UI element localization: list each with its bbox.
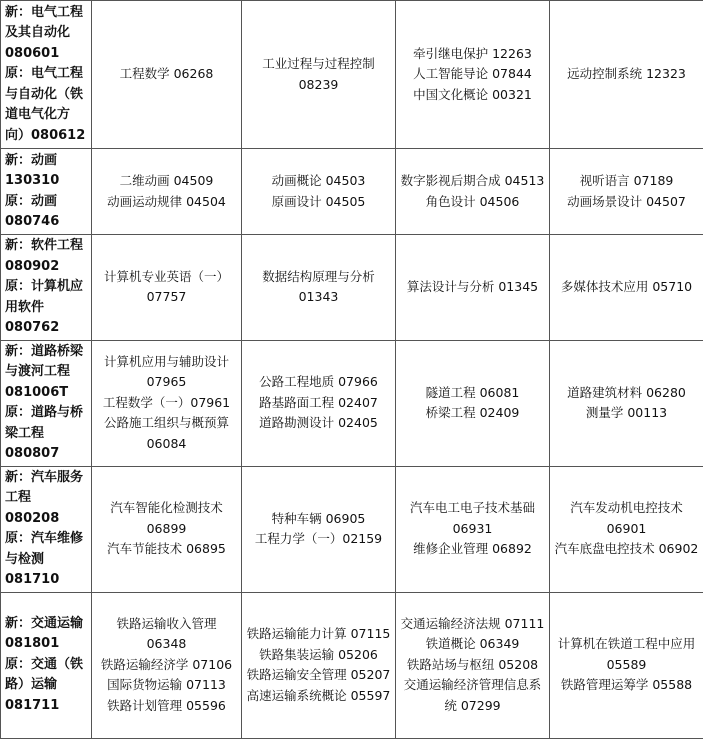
major-cell (1, 466, 92, 592)
major-new-label: 新：汽车服务工程 080208 (5, 468, 88, 530)
major-new-label: 新：动画130310 (5, 151, 88, 192)
course-entry: 算法设计与分析 01345 (399, 277, 546, 298)
course-entry: 计算机在铁道工程中应用 05589 (553, 634, 700, 675)
major-old-label: 原：电气工程与自动化（铁道电气化方向）080612 (5, 64, 88, 146)
course-entry: 汽车底盘电控技术 06902 (553, 539, 700, 560)
course-entry: 视听语言 07189 (553, 171, 700, 192)
course-entry: 工程数学 06268 (95, 64, 238, 85)
course-entry: 铁路管理运筹学 05588 (553, 675, 700, 696)
major-new-label: 新：交通运输081801 (5, 614, 88, 655)
table-row (1, 235, 703, 341)
table-row (1, 149, 703, 235)
course-cell (550, 592, 703, 738)
course-cell (92, 592, 242, 738)
course-entry: 铁路运输收入管理 06348 (95, 614, 238, 655)
course-entry: 远动控制系统 12323 (553, 64, 700, 85)
course-cell (550, 149, 703, 235)
course-entry: 汽车节能技术 06895 (95, 539, 238, 560)
major-old-label: 原：道路与桥梁工程080807 (5, 403, 88, 465)
major-old-label: 原：交通（铁路）运输081711 (5, 655, 88, 717)
course-entry: 公路施工组织与概预算 06084 (95, 413, 238, 454)
table-row (1, 592, 703, 738)
major-cell (1, 149, 92, 235)
course-entry: 中国文化概论 00321 (399, 85, 546, 106)
course-entry: 多媒体技术应用 05710 (553, 277, 700, 298)
course-entry: 铁路运输能力计算 07115 (245, 624, 392, 645)
course-entry: 铁路站场与枢纽 05208 (399, 655, 546, 676)
course-cell (396, 340, 550, 466)
course-entry: 隧道工程 06081 (399, 383, 546, 404)
course-cell (550, 1, 703, 149)
course-entry: 动画概论 04503 (245, 171, 392, 192)
course-entry: 二维动画 04509 (95, 171, 238, 192)
course-entry: 道路建筑材料 06280 (553, 383, 700, 404)
course-entry: 公路工程地质 07966 (245, 372, 392, 393)
major-cell (1, 235, 92, 341)
major-cell (1, 592, 92, 738)
major-old-label: 原：汽车维修与检测081710 (5, 529, 88, 591)
course-cell (396, 235, 550, 341)
major-new-label: 新：电气工程及其自动化080601 (5, 3, 88, 65)
course-cell (396, 1, 550, 149)
course-entry: 汽车智能化检测技术 06899 (95, 498, 238, 539)
course-entry: 工程数学（一）07961 (95, 393, 238, 414)
course-entry: 铁路运输经济学 07106 (95, 655, 238, 676)
course-entry: 计算机应用与辅助设计 07965 (95, 352, 238, 393)
course-cell (242, 1, 396, 149)
course-entry: 高速运输系统概论 05597 (245, 686, 392, 707)
course-entry: 铁道概论 06349 (399, 634, 546, 655)
course-cell (92, 1, 242, 149)
course-entry: 铁路计划管理 05596 (95, 696, 238, 717)
major-cell (1, 340, 92, 466)
course-entry: 特种车辆 06905 (245, 509, 392, 530)
course-entry: 国际货物运输 07113 (95, 675, 238, 696)
course-entry: 交通运输经济管理信息系统 07299 (399, 675, 546, 716)
course-entry: 数据结构原理与分析 01343 (245, 267, 392, 308)
course-entry: 汽车发动机电控技术 06901 (553, 498, 700, 539)
course-entry: 维修企业管理 06892 (399, 539, 546, 560)
table-row (1, 1, 703, 149)
course-cell (242, 235, 396, 341)
course-cell (242, 340, 396, 466)
course-entry: 工业过程与过程控制 08239 (245, 54, 392, 95)
course-entry: 铁路运输安全管理 05207 (245, 665, 392, 686)
major-cell (1, 1, 92, 149)
course-entry: 测量学 00113 (553, 403, 700, 424)
course-entry: 人工智能导论 07844 (399, 64, 546, 85)
course-cell (396, 592, 550, 738)
course-cell (92, 340, 242, 466)
course-cell (242, 149, 396, 235)
table-row (1, 466, 703, 592)
course-entry: 角色设计 04506 (399, 192, 546, 213)
course-entry: 铁路集装运输 05206 (245, 645, 392, 666)
course-entry: 牵引继电保护 12263 (399, 44, 546, 65)
major-new-label: 新：软件工程080902 (5, 236, 88, 277)
course-entry: 动画运动规律 04504 (95, 192, 238, 213)
course-cell (92, 149, 242, 235)
course-entry: 交通运输经济法规 07111 (399, 614, 546, 635)
course-cell (92, 466, 242, 592)
course-cell (242, 592, 396, 738)
course-entry: 动画场景设计 04507 (553, 192, 700, 213)
course-entry: 原画设计 04505 (245, 192, 392, 213)
course-cell (396, 466, 550, 592)
course-entry: 计算机专业英语（一）07757 (95, 267, 238, 308)
course-cell (550, 340, 703, 466)
course-entry: 道路勘测设计 02405 (245, 413, 392, 434)
course-cell (550, 235, 703, 341)
course-cell (242, 466, 396, 592)
course-entry: 数字影视后期合成 04513 (399, 171, 546, 192)
major-new-label: 新：道路桥梁与渡河工程081006T (5, 342, 88, 404)
major-old-label: 原：动画080746 (5, 192, 88, 233)
table-row (1, 340, 703, 466)
course-entry: 工程力学（一）02159 (245, 529, 392, 550)
course-cell (92, 235, 242, 341)
course-entry: 汽车电工电子技术基础 06931 (399, 498, 546, 539)
course-entry: 桥梁工程 02409 (399, 403, 546, 424)
major-old-label: 原：计算机应用软件080762 (5, 277, 88, 339)
course-cell (550, 466, 703, 592)
course-cell (396, 149, 550, 235)
course-entry: 路基路面工程 02407 (245, 393, 392, 414)
